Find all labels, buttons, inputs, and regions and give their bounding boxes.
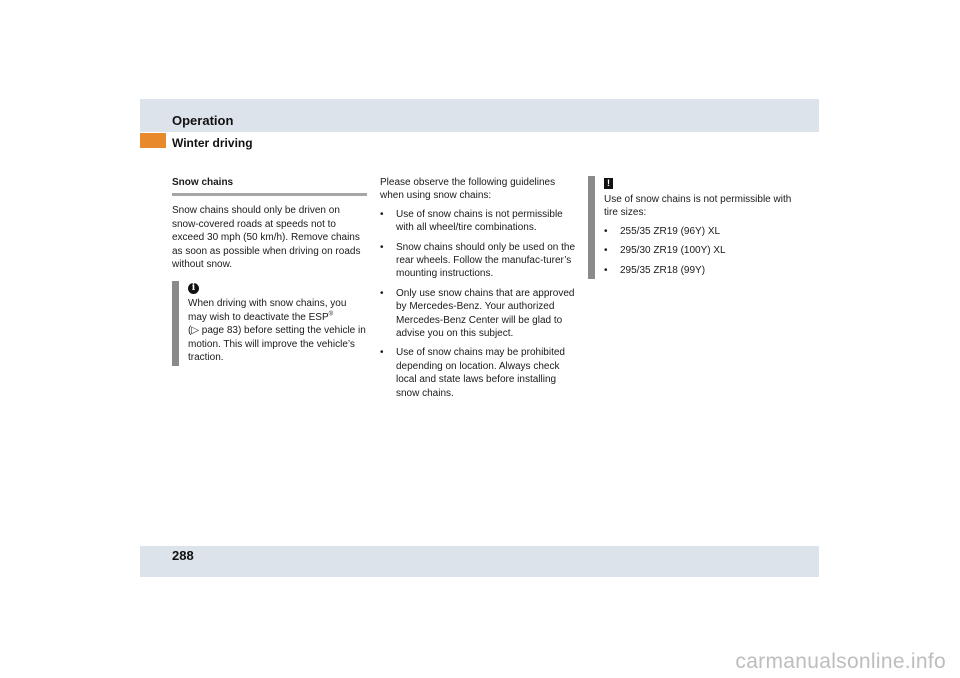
note-bar <box>588 176 595 279</box>
info-note <box>172 281 367 364</box>
list-item: • Snow chains should only be used on the rear wheels. Follow the manufac-turer’s mounting instructions. <box>380 241 575 281</box>
registered-mark: ® <box>328 311 334 318</box>
list-item: • Only use snow chains that are approved by Mercedes-Benz. Your authorized Mercedes-Benz Center will be glad to advise you on this subject. <box>380 287 575 341</box>
column-snow-chains <box>172 176 367 364</box>
warning-intro: Use of snow chains is not permissible with tire sizes: <box>604 194 792 219</box>
guidelines-list <box>380 208 575 400</box>
watermark: carmanualsonline.info <box>735 650 946 673</box>
list-item: • Use of snow chains is not permissible with all wheel/tire combinations. <box>380 208 575 235</box>
subsection-title: Winter driving <box>172 136 253 150</box>
section-title: Operation <box>172 113 234 128</box>
list-item: • 255/35 ZR19 (96Y) XL <box>604 225 793 238</box>
guidelines-intro: Please observe the following guidelines when using snow chains: <box>380 177 556 202</box>
snow-chains-heading: Snow chains <box>172 176 367 196</box>
list-item: • 295/30 ZR19 (100Y) XL <box>604 244 793 257</box>
warning-note <box>588 176 793 277</box>
page-number: 288 <box>172 548 194 563</box>
info-note-text-before: When driving with snow chains, you may wish to deactivate the ESP <box>188 298 347 323</box>
info-icon: i <box>188 283 199 294</box>
info-note-text-after: before setting the vehicle in motion. This will improve the vehicle’s traction. <box>188 325 366 364</box>
note-bar <box>172 281 179 366</box>
page-reference-link[interactable]: (▷ page 83) <box>188 325 242 337</box>
section-tab-marker <box>140 133 166 148</box>
column-tire-sizes <box>588 176 793 283</box>
list-item: • Use of snow chains may be prohibited depending on location. Always check local and state laws before installing snow chains. <box>380 346 575 400</box>
tire-size-list <box>604 225 793 277</box>
header-band <box>140 99 819 132</box>
snow-chains-intro: Snow chains should only be driven on snow-covered roads at speeds not to exceed 30 mph (50 km/h). Remove chains as soon as possible when driving on roads without snow. <box>172 205 361 271</box>
info-note-text <box>188 297 367 364</box>
warning-icon: ! <box>604 178 613 189</box>
list-item: • 295/35 ZR18 (99Y) <box>604 264 793 277</box>
column-guidelines <box>380 176 575 406</box>
footer-band <box>140 546 819 577</box>
